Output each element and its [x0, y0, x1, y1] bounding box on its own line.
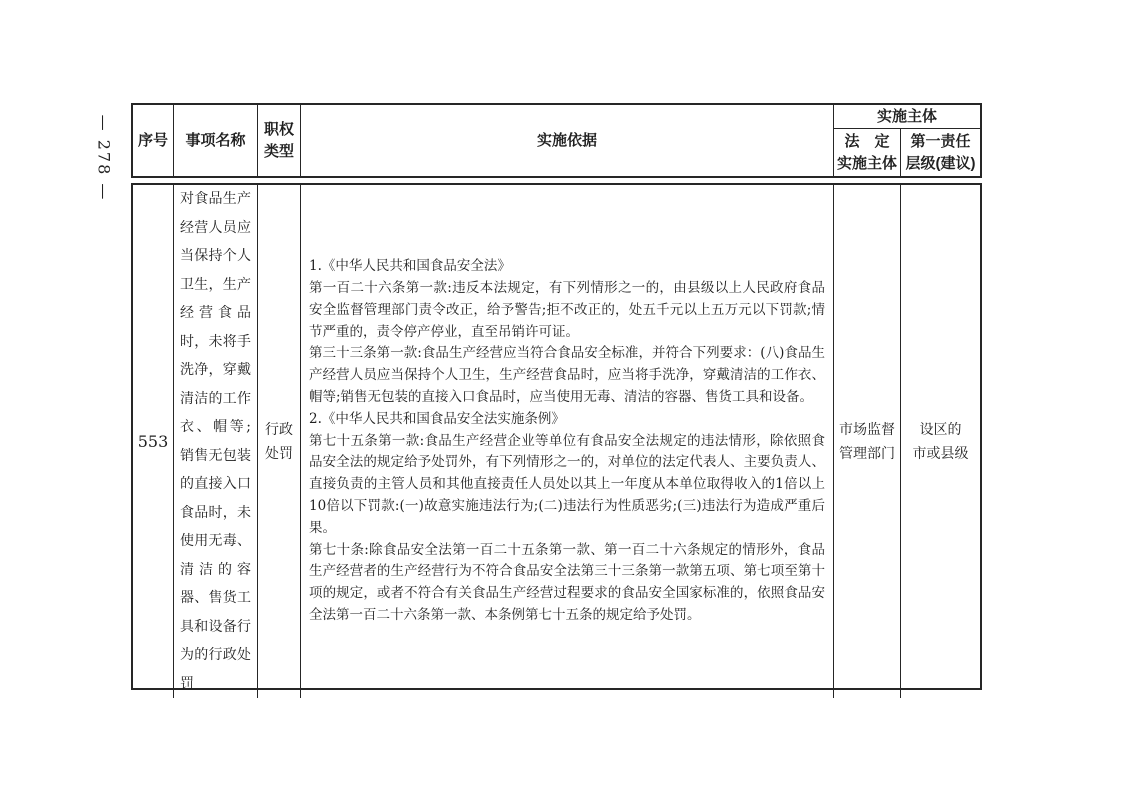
basis-paragraph: 第七十五条第一款:食品生产经营企业等单位有食品安全法规定的违法情形，除依照食品安全法的规定给予处罚外，有下列情形之一的，对单位的法定代表人、主要负责人、直接负责的主管人员和其他直接责任人员处以其上一年度从本单位取得收入的1倍以上10倍以下罚款:(一)故意实施违法行为;(二)违法行为性质恶劣;(三)违法行为造成严重后果。: [309, 432, 825, 536]
header-legal-subject: [834, 129, 901, 176]
header-legal-subject-line1: 法 定: [844, 132, 890, 150]
cell-item-name: [174, 185, 258, 698]
header-basis: 实施依据: [301, 105, 834, 176]
power-type-line1: 行政: [265, 421, 293, 438]
header-item-name: 事项名称: [174, 105, 258, 176]
cell-basis: [301, 185, 834, 698]
cell-first-level: [901, 185, 980, 698]
header-subject-group: 实施主体: [834, 105, 980, 129]
table-row: [131, 183, 982, 690]
power-type-line2: 处罚: [265, 445, 293, 462]
table-header: [131, 103, 982, 178]
header-first-level: [901, 129, 980, 176]
basis-paragraph: 2.《中华人民共和国食品安全法实施条例》: [309, 410, 565, 427]
header-legal-subject-line2: 实施主体: [836, 154, 897, 172]
legal-subject-line1: 市场监督: [839, 421, 895, 438]
header-power-type: [258, 105, 301, 176]
basis-paragraph: 第三十三条第一款:食品生产经营应当符合食品安全标准，并符合下列要求：(八)食品生产经营人员应当保持个人卫生，生产经营食品时，应当将手洗净，穿戴清洁的工作衣、帽等;销售无包装的直接入口食品时，应当使用无毒、清洁的容器、售货工具和设备。: [309, 345, 825, 405]
header-first-level-line2: 层级(建议): [905, 154, 976, 172]
header-first-level-line1: 第一责任: [910, 132, 971, 150]
header-serial: 序号: [133, 105, 174, 176]
item-name-text: 对食品生产经营人员应当保持个人卫生，生产经营食品时，未将手洗净，穿戴清洁的工作衣、帽等;销售无包装的直接入口食品时，未使用无毒、清洁的容器、售货工具和设备行为的行政处罚: [180, 191, 251, 692]
legal-subject-line2: 管理部门: [839, 445, 895, 462]
first-level-line1: 设区的: [919, 421, 962, 438]
cell-legal-subject: [834, 185, 901, 698]
basis-paragraph: 第一百二十六条第一款:违反本法规定，有下列情形之一的，由县级以上人民政府食品安全监督管理部门责令改正，给予警告;拒不改正的，处五千元以上五万元以下罚款;情节严重的，责令停产停业，直至吊销许可证。: [309, 280, 825, 340]
power-table: [131, 103, 982, 690]
first-level-line2: 市或县级: [912, 445, 969, 462]
header-power-type-line1: 职权: [263, 120, 294, 138]
cell-serial: 553: [133, 185, 174, 698]
page-number: — 278 —: [94, 114, 114, 202]
basis-paragraph: 1.《中华人民共和国食品安全法》: [309, 258, 511, 275]
header-power-type-line2: 类型: [263, 142, 294, 160]
cell-power-type: [258, 185, 301, 698]
basis-paragraph: 第七十条:除食品安全法第一百二十五条第一款、第一百二十六条规定的情形外，食品生产经营者的生产经营行为不符合食品安全法第三十三条第一款第五项、第七项至第十项的规定，或者不符合有关食品生产经营过程要求的食品安全国家标准的，依照食品安全法第一百二十六条第一款、本条例第七十五条的规定给予处罚。: [309, 541, 825, 623]
